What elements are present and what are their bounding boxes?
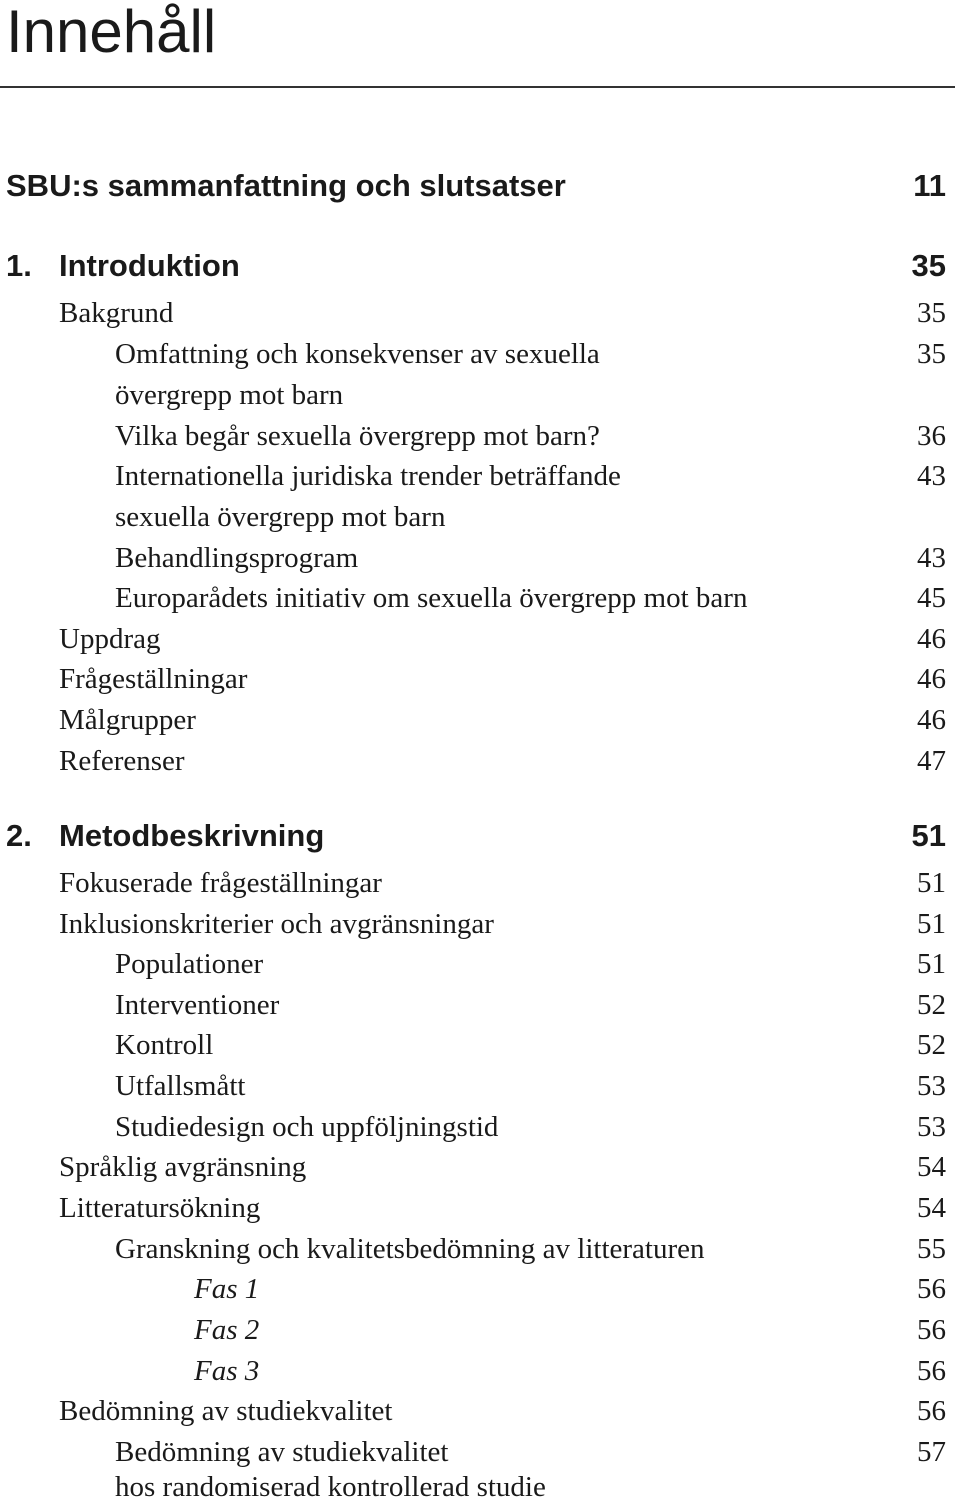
toc-entry-label: Kontroll: [115, 1029, 214, 1061]
toc-page-number: 51: [917, 908, 946, 940]
toc-entry-label: Språklig avgränsning: [59, 1151, 307, 1183]
toc-entry-label-continued: sexuella övergrepp mot barn: [115, 501, 446, 533]
toc-page-number: 54: [917, 1192, 946, 1224]
toc-entry-label: Interventioner: [115, 989, 280, 1021]
chapter-title: Introduktion: [59, 248, 240, 283]
toc-page-number: 56: [917, 1273, 946, 1305]
toc-page-number: 46: [917, 663, 946, 695]
toc-entry-bedomning-rct-continued[interactable]: [0, 1467, 960, 1508]
toc-entry-granskning[interactable]: [0, 1229, 960, 1270]
toc-entry-populationer[interactable]: [0, 944, 960, 985]
toc-chapter-2[interactable]: [0, 815, 960, 856]
toc-page-number: 54: [917, 1151, 946, 1183]
toc-page-number: 56: [917, 1395, 946, 1427]
toc-entry-label-continued: övergrepp mot barn: [115, 379, 344, 411]
toc-entry-label: Bedömning av studiekvalitet: [59, 1395, 393, 1427]
toc-entry-label: Utfallsmått: [115, 1070, 246, 1102]
toc-page-number: 35: [917, 338, 946, 370]
toc-entry-label: Fas 1: [194, 1273, 260, 1305]
toc-entry-label: Internationella juridiska trender beträffande: [115, 460, 621, 492]
toc-entry-internationella[interactable]: [0, 456, 960, 497]
toc-entry-fas-3[interactable]: [0, 1351, 960, 1392]
toc-page-number: 56: [917, 1314, 946, 1346]
toc-chapter-1[interactable]: [0, 245, 960, 286]
toc-entry-europaradet[interactable]: [0, 578, 960, 619]
toc-entry-inklusionskriterier[interactable]: [0, 904, 960, 945]
toc-entry-uppdrag[interactable]: [0, 619, 960, 660]
toc-entry-interventioner[interactable]: [0, 985, 960, 1026]
toc-entry-utfallsmatt[interactable]: [0, 1066, 960, 1107]
toc-page-number: 57: [917, 1436, 946, 1468]
toc-page-number: 35: [911, 248, 946, 283]
toc-entry-studiedesign[interactable]: [0, 1107, 960, 1148]
toc-page-number: 47: [917, 745, 946, 777]
toc-entry-malgrupper[interactable]: [0, 700, 960, 741]
toc-page-number: 11: [913, 168, 946, 203]
toc-entry-label: Vilka begår sexuella övergrepp mot barn?: [115, 420, 600, 452]
toc-entry-label: SBU:s sammanfattning och slutsatser: [6, 168, 566, 203]
chapter-title: Metodbeskrivning: [59, 818, 325, 853]
toc-entry-litteratursokning[interactable]: [0, 1188, 960, 1229]
toc-entry-label: Frågeställningar: [59, 663, 248, 695]
toc-entry-label: Fas 3: [194, 1355, 260, 1387]
toc-entry-label: Europarådets initiativ om sexuella övergrepp mot barn: [115, 582, 748, 614]
toc-entry-label: Granskning och kvalitetsbedömning av litteraturen: [115, 1233, 705, 1265]
toc-page-number: 51: [917, 948, 946, 980]
toc-entry-label: Omfattning och konsekvenser av sexuella: [115, 338, 600, 370]
toc-entry-label: Populationer: [115, 948, 264, 980]
toc-entry-label-continued: hos randomiserad kontrollerad studie: [115, 1471, 546, 1503]
toc-entry-label: Uppdrag: [59, 623, 161, 655]
page-title: Innehåll: [6, 0, 217, 65]
toc-entry-behandlingsprogram[interactable]: [0, 538, 960, 579]
toc-page-number: 55: [917, 1233, 946, 1265]
toc-entry-sbu-summary[interactable]: [0, 165, 960, 206]
toc-entry-omfattning-continued[interactable]: [0, 375, 960, 416]
toc-page-number: 51: [911, 818, 946, 853]
toc-entry-label: Bakgrund: [59, 297, 174, 329]
toc-entry-fas-1[interactable]: [0, 1269, 960, 1310]
toc-entry-label: Behandlingsprogram: [115, 542, 359, 574]
toc-entry-fas-2[interactable]: [0, 1310, 960, 1351]
toc-entry-referenser[interactable]: [0, 741, 960, 782]
toc-entry-internationella-continued[interactable]: [0, 497, 960, 538]
toc-entry-kontroll[interactable]: [0, 1025, 960, 1066]
toc-entry-fragestallningar[interactable]: [0, 659, 960, 700]
toc-entry-bedomning[interactable]: [0, 1391, 960, 1432]
toc-page-number: 51: [917, 867, 946, 899]
toc-entry-label: Fokuserade frågeställningar: [59, 867, 382, 899]
chapter-number: 2.: [6, 818, 32, 853]
toc-page-number: 46: [917, 704, 946, 736]
toc-entry-label: Referenser: [59, 745, 185, 777]
toc-entry-label: Litteratursökning: [59, 1192, 261, 1224]
toc-page-number: 52: [917, 1029, 946, 1061]
toc-page-number: 35: [917, 297, 946, 329]
toc-entry-label: Fas 2: [194, 1314, 260, 1346]
toc-entry-label: Inklusionskriterier och avgränsningar: [59, 908, 494, 940]
toc-entry-vilka[interactable]: [0, 416, 960, 457]
toc-page-number: 43: [917, 460, 946, 492]
toc-entry-label: Bedömning av studiekvalitet: [115, 1436, 449, 1468]
toc-entry-fokuserade[interactable]: [0, 863, 960, 904]
chapter-number: 1.: [6, 248, 32, 283]
toc-entry-spraklig[interactable]: [0, 1147, 960, 1188]
toc-entry-omfattning[interactable]: [0, 334, 960, 375]
toc-page-number: 53: [917, 1070, 946, 1102]
toc-page-number: 46: [917, 623, 946, 655]
toc-page-number: 53: [917, 1111, 946, 1143]
toc-page-number: 45: [917, 582, 946, 614]
toc-page-number: 43: [917, 542, 946, 574]
toc-page-number: 56: [917, 1355, 946, 1387]
toc-entry-label: Studiedesign och uppföljningstid: [115, 1111, 499, 1143]
toc-page-number: 36: [917, 420, 946, 452]
toc-page-number: 52: [917, 989, 946, 1021]
toc-entry-label: Målgrupper: [59, 704, 196, 736]
toc-entry-bakgrund[interactable]: [0, 293, 960, 334]
